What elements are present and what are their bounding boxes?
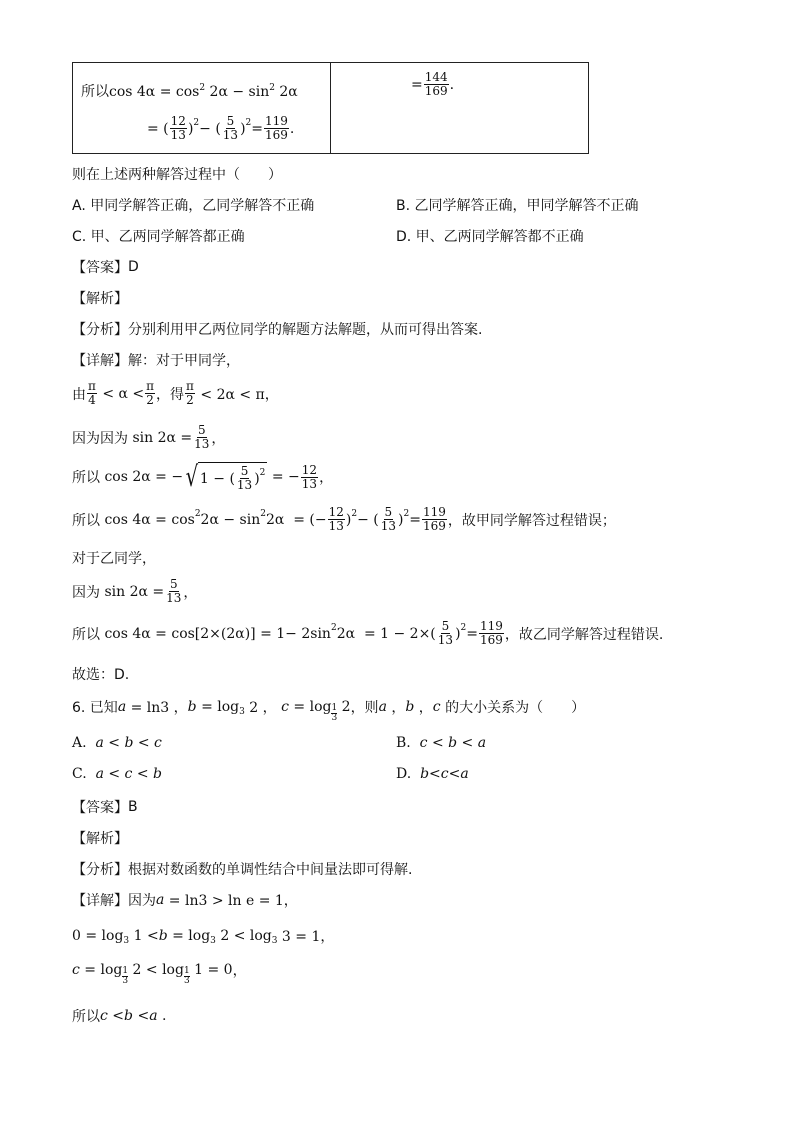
q5-analysis-label: 【解析】 <box>72 291 128 307</box>
q5-yi-line: 对于乙同学， <box>72 551 156 567</box>
q5-answer <box>72 257 139 277</box>
q5-cos4a-jia-line: 所以 cos 4α = cos 2 2α − sin 2 2α = (− $\frac{12}{13}$ ) 2 − ( $\frac{5}{13}$ ) 2 = $\frac{119}{169}$ ，故甲同学解答过程错误； <box>72 505 616 533</box>
left-l1-expr: $\cos 4\alpha = \cos^2 2\alpha - \sin^2 2\alpha$ <box>109 83 298 100</box>
left-cell <box>73 63 331 154</box>
right-cell <box>331 63 589 154</box>
q6-analysis-label: 【解析】 <box>72 831 128 847</box>
q6-option-b: B. c < b < a <box>396 735 487 751</box>
q5-cos-line: 所以 cos 2α = − √ 1 − ( $\frac{5}{13}$ ) 2 = − $\frac{12}{13}$ ， <box>72 460 334 493</box>
q6-option-a: A. a < b < c <box>72 735 162 751</box>
q5-option-c: C. 甲、乙两同学解答都正确 <box>72 229 245 245</box>
q5-option-d: D. 甲、乙两同学解答都不正确 <box>396 229 584 245</box>
solution-table <box>72 62 589 154</box>
q5-option-b: B. 乙同学解答正确，甲同学解答不正确 <box>396 198 639 214</box>
q5-guxuan: 故选：D. <box>72 667 130 683</box>
q5-option-a: A. 甲同学解答正确，乙同学解答不正确 <box>72 198 315 214</box>
answer-value: D <box>128 259 139 275</box>
q6-log3-line: 0 = log 3 1 < b = log 3 2 < log 3 3 = 1， <box>72 928 335 946</box>
left-l2-expr: = ( $\frac{12}{13}$ ) 2 − ( $\frac{5}{13}$ ) 2 = $\frac{119}{169}$ . <box>147 114 295 142</box>
q5-sin-line: 因为因为 sin 2α = $\frac{5}{13}$ ， <box>72 423 226 451</box>
q5-stem: 则在上述两种解答过程中（ ） <box>72 167 282 183</box>
q6-option-d: D. b<c<a <box>396 766 469 782</box>
answer-label: 【答案】 <box>72 260 128 276</box>
q5-sin2-line: 因为 sin 2α = $\frac{5}{13}$ ， <box>72 577 198 605</box>
q6-answer: 【答案】 B <box>72 799 138 816</box>
q6-stem: 6. 已知 a = ln3 ， b = log 3 2 ， c = log $\frac{1}{3}$ 2 ，则 a ， b ， c 的大小关系为（ ） <box>72 699 586 723</box>
q5-cos4a-yi-line: 所以 cos 4α = cos[2×(2α)] = 1− 2sin 2 2α = 1 − 2×( $\frac{5}{13}$ ) 2 = $\frac{119}{169}$ ，故乙同学解答过程错误. <box>72 619 664 647</box>
q5-range-line: 由 $\frac{\pi}{4}$ < α < $\frac{\pi}{2}$ ，得 $\frac{\pi}{2}$ < 2α < π， <box>72 379 279 407</box>
q5-xiangjie: 【详解】 解：对于甲同学， <box>72 353 240 369</box>
q6-conclusion: 所以 c < b < a . <box>72 1008 167 1025</box>
q6-option-c: C. a < c < b <box>72 766 162 782</box>
left-prefix: 所以 <box>81 84 109 100</box>
q6-log13-line: c = log $\frac{1}{3}$ 2 < log $\frac{1}{3}$ 1 = 0 ， <box>72 962 247 986</box>
q5-fenxi: 【分析】分别利用甲乙两位同学的解题方法解题，从而可得出答案. <box>72 322 483 338</box>
q6-xiangjie-line: 【详解】 因为 a = ln3 > ln e = 1， <box>72 892 298 909</box>
right-l1-expr: = $\frac{144}{169}$ . <box>411 70 455 98</box>
q6-fenxi: 【分析】根据对数函数的单调性结合中间量法即可得解. <box>72 862 413 878</box>
